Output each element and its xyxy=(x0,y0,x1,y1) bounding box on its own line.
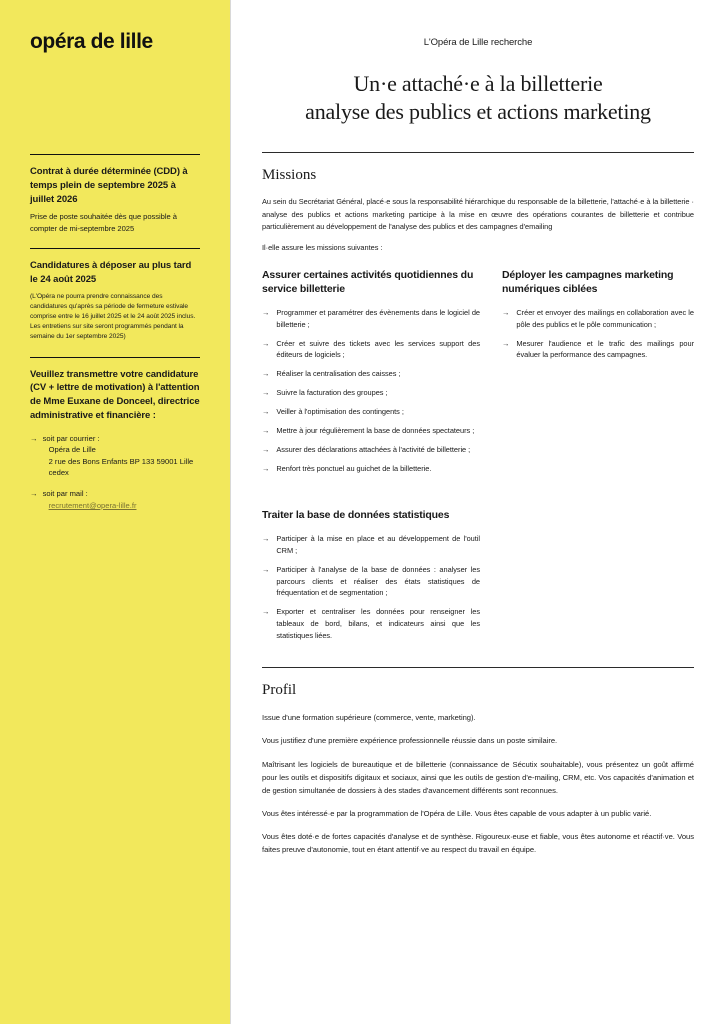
arrow-icon: → xyxy=(262,407,270,417)
section-divider xyxy=(262,667,694,668)
list-item: → Programmer et paramétrer des évènements dans le logiciel de billetterie ; xyxy=(262,307,480,329)
arrow-icon: → xyxy=(262,369,270,379)
missions-columns xyxy=(262,268,694,649)
transmit-block xyxy=(30,368,200,511)
list-item: → Mettre à jour régulièrement la base de données spectateurs ; xyxy=(262,426,475,436)
postal-line-1: Opéra de Lille xyxy=(48,445,96,455)
email-contact xyxy=(30,488,200,511)
arrow-icon: → xyxy=(262,426,270,436)
column-divider xyxy=(230,0,231,1024)
profil-paragraph-2: Vous justifiez d'une première expérience professionnelle réussie dans un poste similaire. xyxy=(262,736,558,746)
opera-de-lille-logo: opéra de lille xyxy=(30,30,153,53)
arrow-icon: → xyxy=(30,489,38,499)
application-note: (L'Opéra ne pourra prendre connaissance des candidatures qu'après sa période de fermeture estivale comprise entre le 16 juillet 2025 et le 24 août 2025 inclus. Les entretiens sur site seront programmés pendant la semaine du 1er septembre 2025) xyxy=(30,292,196,341)
list-item: → Veiller à l'optimisation des contingents ; xyxy=(262,407,404,417)
arrow-icon: → xyxy=(502,338,510,348)
mission-list-3 xyxy=(502,307,694,362)
profil-paragraph-4: Vous êtes intéressé·e par la programmation de l'Opéra de Lille. Vous êtes capable de vous adapter à un public varié. xyxy=(262,808,652,818)
sidebar-info xyxy=(0,154,230,511)
mission-group-title-2: Traiter la base de données statistiques xyxy=(262,509,450,522)
divider xyxy=(30,248,200,249)
profil-paragraph-1: Issue d'une formation supérieure (commerce, vente, marketing). xyxy=(262,713,476,723)
list-item: → Participer à la mise en place et au développement de l'outil CRM ; xyxy=(262,533,480,555)
postal-contact xyxy=(30,433,200,479)
eyebrow-text: L'Opéra de Lille recherche xyxy=(423,37,533,48)
application-block xyxy=(30,259,200,343)
email-label: soit par mail : xyxy=(42,489,88,499)
application-deadline: Candidatures à déposer au plus tard le 24 août 2025 xyxy=(30,260,192,285)
arrow-icon: → xyxy=(262,388,270,398)
contract-block xyxy=(30,165,200,234)
list-item: → Créer et suivre des tickets avec les services support des éditeurs de logiciels ; xyxy=(262,338,480,360)
list-item: → Réaliser la centralisation des caisses ; xyxy=(262,369,401,379)
profil-paragraph-3: Maîtrisant les logiciels de bureautique et de billetterie (connaissance de Sécutix souhaitable), vous présentez un goût affirmé pour les outils et dispositifs digitaux et sociaux, ainsi que les outils de gestion d'e-mailing, CRM, etc. Vos capacités d'animation et de gestion simultanée de dossiers à des stades d'avancement différents sont reconnues. xyxy=(262,759,694,795)
profil-section xyxy=(262,667,694,855)
arrow-icon: → xyxy=(30,433,38,443)
page-title xyxy=(262,70,694,126)
arrow-icon: → xyxy=(262,307,270,317)
mission-list-2 xyxy=(262,533,480,643)
arrow-icon: → xyxy=(262,464,270,474)
main-content xyxy=(230,0,724,1024)
email-link[interactable]: recrutement@opera-lille.fr xyxy=(48,500,137,510)
missions-intro-1: Au sein du Secrétariat Général, placé·e sous la responsabilité hiérarchique du responsable de la billetterie, l'attaché·e à la billetterie · analyse des publics et actions marketing participe à la mise en œuvre des opérations courantes de billetterie et contribue particulièrement au développement de l'analyse des publics et des campagnes d'emailing xyxy=(262,197,694,231)
section-divider xyxy=(262,152,694,153)
arrow-icon: → xyxy=(262,564,270,574)
contract-note: Prise de poste souhaitée dès que possible à compter de mi-septembre 2025 xyxy=(30,212,177,233)
missions-column-left xyxy=(262,268,480,649)
arrow-icon: → xyxy=(262,338,270,348)
job-title-line-2: analyse des publics et actions marketing xyxy=(305,99,651,125)
transmit-instructions: Veuillez transmettre votre candidature (CV + lettre de motivation) à l'attention de Mme Euxane de Donceel, directrice administrative et financière : xyxy=(30,368,200,421)
arrow-icon: → xyxy=(262,607,270,617)
list-item: → Mesurer l'audience et le trafic des mailings pour évaluer la performance des campagnes. xyxy=(502,338,694,360)
postal-line-2: 2 rue des Bons Enfants BP 133 59001 Lille cedex xyxy=(48,456,194,477)
list-item: → Exporter et centraliser les données pour renseigner les tableaux de bord, bilans, et indicateurs ainsi que les statistiques liées. xyxy=(262,607,480,641)
sidebar xyxy=(0,0,230,1024)
mission-list-1 xyxy=(262,307,480,476)
arrow-icon: → xyxy=(262,445,270,455)
divider xyxy=(30,154,200,155)
profil-heading: Profil xyxy=(262,682,297,699)
job-title-line-1: Un·e attaché·e à la billetterie xyxy=(353,71,603,96)
divider xyxy=(30,357,200,358)
list-item: → Renfort très ponctuel au guichet de la billetterie. xyxy=(262,464,432,474)
list-item: → Créer et envoyer des mailings en collaboration avec le pôle des publics et le pôle communication ; xyxy=(502,307,694,329)
missions-column-right xyxy=(502,268,694,649)
contract-title: Contrat à durée déterminée (CDD) à temps plein de septembre 2025 à juillet 2026 xyxy=(30,166,188,205)
list-item: → Participer à l'analyse de la base de données : analyser les parcours clients et réaliser des états statistiques de fréquentation et de segmentation ; xyxy=(262,564,480,598)
profil-paragraph-5: Vous êtes doté·e de fortes capacités d'analyse et de synthèse. Rigoureux·euse et fiable, vous êtes autonome et réactif·ve. Vous faites preuve d'autonomie, tout en étant attentif·ve au respect du travail en équipe. xyxy=(262,831,694,854)
list-item: → Suivre la facturation des groupes ; xyxy=(262,388,388,398)
list-item: → Assurer des déclarations attachées à l'activité de billetterie ; xyxy=(262,445,471,455)
mission-group-title-1: Assurer certaines activités quotidiennes du service billetterie xyxy=(262,269,474,296)
mission-group-title-3: Déployer les campagnes marketing numériques ciblées xyxy=(502,269,674,296)
arrow-icon: → xyxy=(262,533,270,543)
missions-intro-2: Il·elle assure les missions suivantes : xyxy=(262,242,383,252)
arrow-icon: → xyxy=(502,307,510,317)
postal-label: soit par courrier : xyxy=(42,433,100,443)
missions-heading: Missions xyxy=(262,167,317,184)
